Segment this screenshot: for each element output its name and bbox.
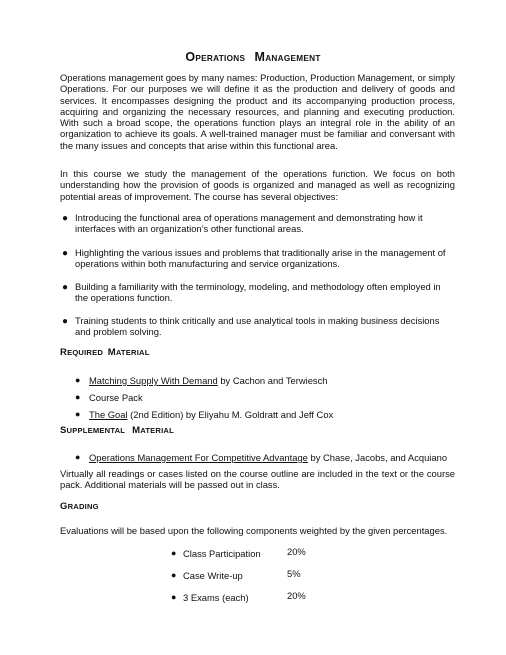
objective-text: Highlighting the various issues and problems that traditionally arise in the management of operations within both manufacturing and service organizations.	[75, 247, 446, 270]
required-item	[75, 392, 143, 403]
grading-heading	[60, 501, 99, 512]
bullet-icon: ●	[171, 570, 177, 580]
objective-item	[62, 247, 455, 270]
heading-rest: RADING	[67, 502, 99, 511]
title-cap-1: O	[185, 50, 196, 64]
bullet-icon: ●	[62, 316, 69, 327]
heading-rest: EQUIRED	[67, 348, 104, 357]
component-label: Class Participation	[183, 548, 261, 559]
heading-rest: UPPLEMENTAL	[66, 426, 126, 435]
item-text: Course Pack	[89, 392, 143, 403]
bullet-icon: ●	[171, 592, 177, 602]
supplemental-item	[75, 452, 448, 463]
readings-paragraph: Virtually all readings or cases listed on the course outline are included in the text or the course pack. Additional materials will be passed out in class.	[60, 468, 455, 491]
title-rest-1: PERATIONS	[195, 54, 246, 63]
objective-item	[62, 281, 455, 304]
component-label: 3 Exams (each)	[183, 592, 249, 603]
component-weight: 20%	[287, 546, 306, 557]
intro-paragraph: Operations management goes by many names: Production, Production Management, or simply Operations. For our purposes we will define it as the production and delivery of goods and services. It encompasses designing the product and its accompanying production process, acquiring and organizing the necessary resources, and planning and executing production. With such a broad scope, the operations function plays an integral role in the ability of an organization to achieve its goals. A well-trained manager must be familiar and conversant with the many issues and concepts that arise within this functional area.	[60, 72, 455, 151]
heading-cap: M	[107, 347, 116, 358]
book-author: (2nd Edition) by Eliyahu M. Goldratt and Jeff Cox	[127, 409, 334, 420]
component-weight: 5%	[287, 568, 301, 579]
objective-item	[62, 315, 455, 338]
heading-cap: R	[60, 347, 68, 358]
title-rest-2: ANAGEMENT	[265, 54, 321, 63]
component-label: Case Write-up	[183, 570, 243, 581]
book-author: by Chase, Jacobs, and Acquiano	[307, 452, 448, 463]
objective-item	[62, 212, 455, 235]
objective-text: Building a familiarity with the terminology, modeling, and methodology often employed in the operations function.	[75, 281, 441, 304]
bullet-icon: ●	[171, 548, 177, 558]
bullet-icon: ●	[62, 213, 69, 224]
supplemental-material-heading	[60, 425, 174, 436]
book-title: The Goal	[89, 409, 128, 420]
bullet-icon: ●	[62, 282, 69, 293]
book-author: by Cachon and Terwiesch	[217, 375, 328, 386]
grading-component	[171, 570, 243, 581]
heading-cap: S	[60, 425, 67, 436]
page-title	[0, 50, 506, 64]
heading-cap: G	[60, 501, 68, 512]
bullet-icon: ●	[75, 375, 81, 385]
required-item	[75, 375, 328, 386]
required-material-heading	[60, 347, 150, 358]
grading-component	[171, 592, 249, 603]
component-weight: 20%	[287, 590, 306, 601]
heading-cap: M	[132, 425, 141, 436]
bullet-icon: ●	[62, 248, 69, 259]
book-title: Operations Management For Competitive Advantage	[89, 452, 308, 463]
bullet-icon: ●	[75, 409, 81, 419]
objective-text: Training students to think critically and use analytical tools in making business decisions and problem solving.	[75, 315, 440, 338]
objective-text: Introducing the functional area of operations management and demonstrating how it interfaces with an organization’s other functional areas.	[75, 212, 423, 235]
heading-rest: ATERIAL	[115, 348, 150, 357]
grading-paragraph: Evaluations will be based upon the following components weighted by the given percentages.	[60, 525, 448, 536]
book-title: Matching Supply With Demand	[89, 375, 218, 386]
heading-rest: ATERIAL	[140, 426, 174, 435]
bullet-icon: ●	[75, 452, 81, 462]
required-item	[75, 409, 334, 420]
title-cap-2: M	[254, 50, 266, 64]
course-paragraph: In this course we study the management of the operations function. We focus on both understanding how the provision of goods is organized and managed as well as recognizing potential areas of improvement. The course has several objectives:	[60, 168, 455, 202]
bullet-icon: ●	[75, 392, 81, 402]
grading-component	[171, 548, 261, 559]
